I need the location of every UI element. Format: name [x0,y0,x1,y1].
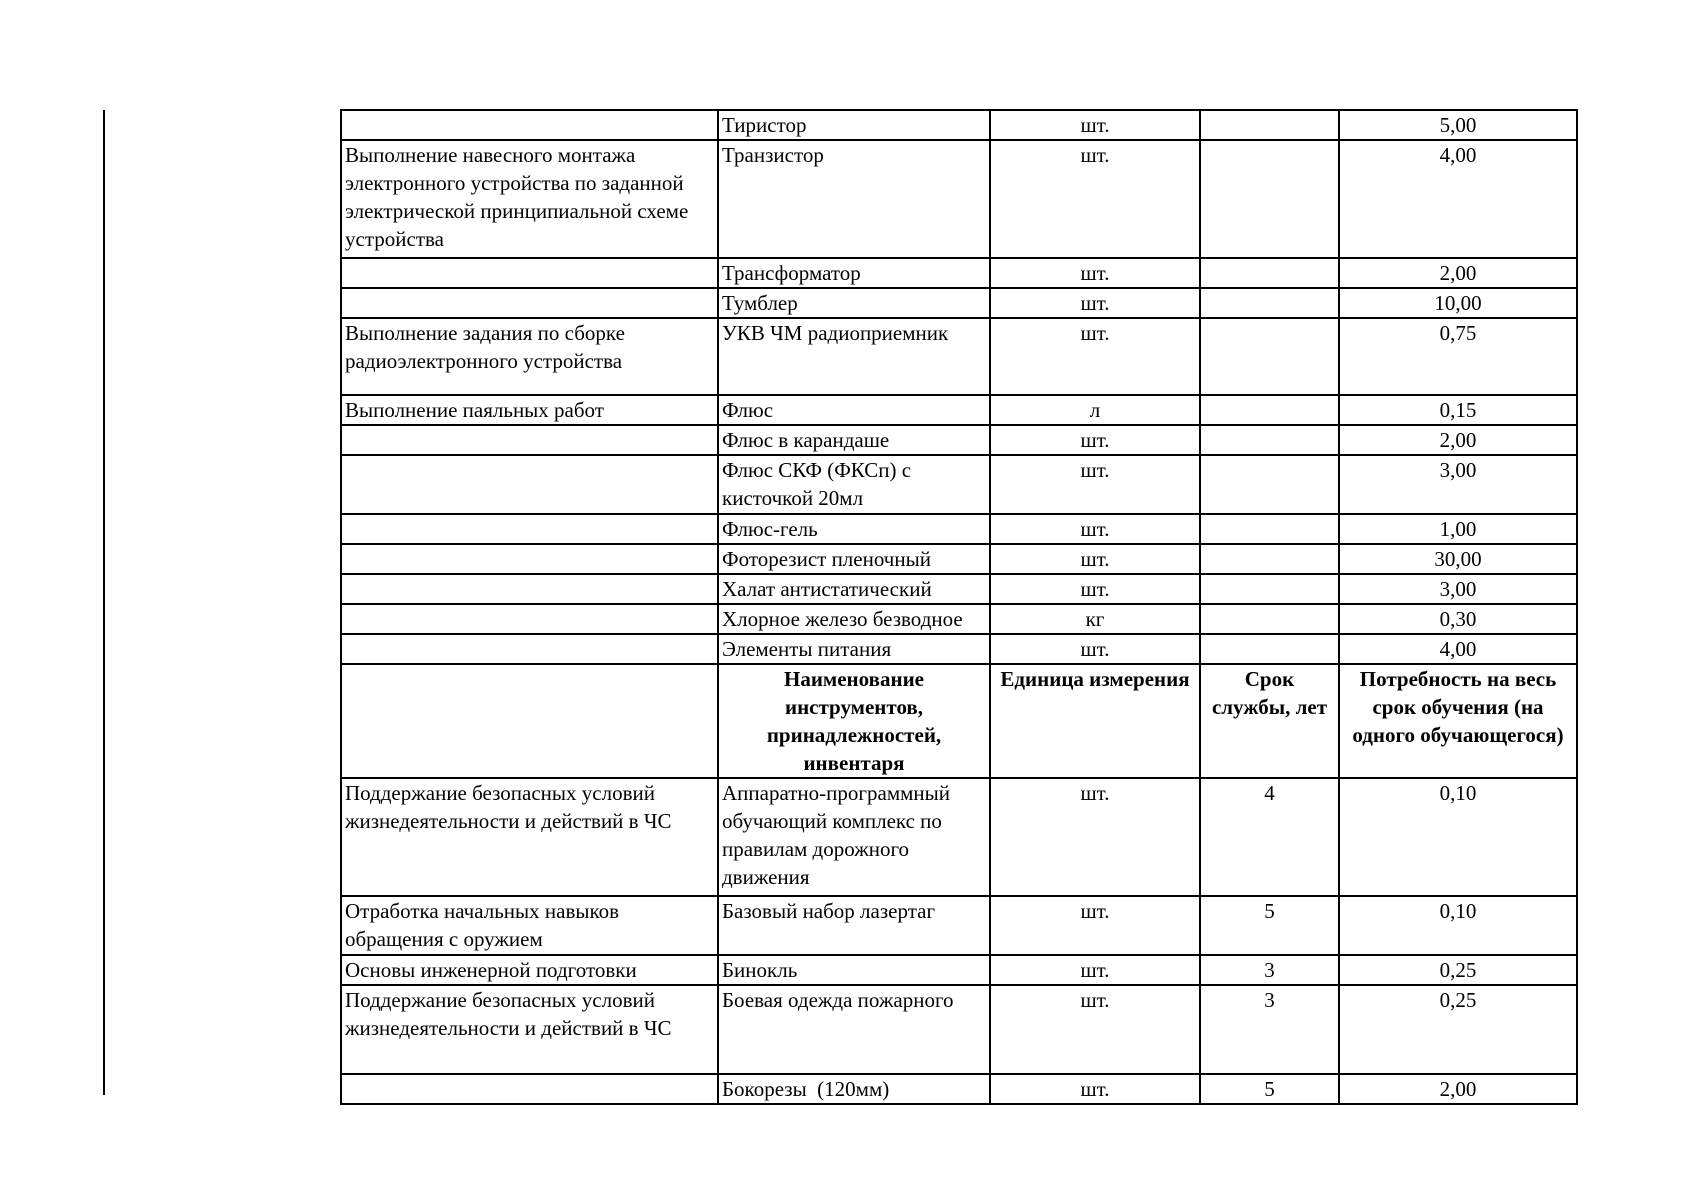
unit-cell: шт. [990,634,1200,664]
item-cell: Флюс СКФ (ФКСп) с кисточкой 20мл [718,455,990,514]
unit-cell: шт. [990,955,1200,985]
table-header-row [341,664,1577,778]
item-cell: Транзистор [718,140,990,258]
activity-cell [341,604,718,634]
activity-cell [341,544,718,574]
qty-cell: 30,00 [1339,544,1577,574]
item-cell: Хлорное железо безводное [718,604,990,634]
item-cell: Боевая одежда пожарного [718,985,990,1074]
life-cell [1200,258,1339,288]
item-cell: Тумблер [718,288,990,318]
table-row [341,425,1577,455]
item-cell: Бокорезы (120мм) [718,1074,990,1104]
table-row [341,514,1577,544]
activity-cell [341,634,718,664]
item-cell: Халат антистатический [718,574,990,604]
table-row [341,318,1577,395]
unit-cell: кг [990,604,1200,634]
table-row [341,140,1577,258]
qty-cell: 1,00 [1339,514,1577,544]
table-row [341,604,1577,634]
unit-cell: шт. [990,110,1200,140]
item-cell: УКВ ЧМ радиоприемник [718,318,990,395]
item-cell: Аппаратно-программный обучающий комплекс по правилам дорожного движения [718,778,990,896]
unit-cell: шт. [990,985,1200,1074]
item-cell: Флюс [718,395,990,425]
qty-cell: 10,00 [1339,288,1577,318]
life-cell [1200,425,1339,455]
table-row [341,1074,1577,1104]
life-cell [1200,604,1339,634]
activity-cell: Поддержание безопасных условий жизнедеятельности и действий в ЧС [341,778,718,896]
item-cell: Флюс-гель [718,514,990,544]
life-cell: 3 [1200,985,1339,1074]
life-cell [1200,395,1339,425]
qty-cell: 0,10 [1339,896,1577,955]
unit-header-cell: Единица измерения [990,664,1200,778]
activity-cell [341,110,718,140]
table-row [341,985,1577,1074]
unit-cell: шт. [990,258,1200,288]
table-row [341,455,1577,514]
item-cell: Флюс в карандаше [718,425,990,455]
unit-cell: шт. [990,425,1200,455]
item-cell: Элементы питания [718,634,990,664]
activity-cell [341,514,718,544]
table-row [341,896,1577,955]
qty-cell: 4,00 [1339,140,1577,258]
life-cell [1200,318,1339,395]
qty-cell: 4,00 [1339,634,1577,664]
item-cell: Базовый набор лазертаг [718,896,990,955]
life-cell [1200,288,1339,318]
activity-cell [341,455,718,514]
life-cell [1200,544,1339,574]
life-cell [1200,140,1339,258]
life-cell: 3 [1200,955,1339,985]
qty-cell: 0,30 [1339,604,1577,634]
qty-cell: 0,15 [1339,395,1577,425]
table-row [341,395,1577,425]
qty-cell: 2,00 [1339,425,1577,455]
life-cell [1200,574,1339,604]
unit-cell: л [990,395,1200,425]
life-cell [1200,514,1339,544]
table-row [341,574,1577,604]
qty-cell: 0,10 [1339,778,1577,896]
unit-cell: шт. [990,574,1200,604]
equipment-table [340,109,1578,1105]
activity-cell [341,425,718,455]
life-header-cell: Срок службы, лет [1200,664,1339,778]
item-cell: Бинокль [718,955,990,985]
qty-cell: 0,25 [1339,985,1577,1074]
activity-header-cell [341,664,718,778]
unit-cell: шт. [990,140,1200,258]
unit-cell: шт. [990,318,1200,395]
item-cell: Трансформатор [718,258,990,288]
qty-cell: 2,00 [1339,258,1577,288]
unit-cell: шт. [990,514,1200,544]
unit-cell: шт. [990,896,1200,955]
item-header-cell: Наименование инструментов, принадлежностей, инвентаря [718,664,990,778]
life-cell [1200,455,1339,514]
unit-cell: шт. [990,778,1200,896]
unit-cell: шт. [990,288,1200,318]
activity-cell: Выполнение навесного монтажа электронного устройства по заданной электрической принципиальной схеме устройства [341,140,718,258]
table-row [341,778,1577,896]
item-cell: Тиристор [718,110,990,140]
activity-cell [341,574,718,604]
item-cell: Фоторезист пленочный [718,544,990,574]
life-cell: 4 [1200,778,1339,896]
table-row [341,955,1577,985]
table-row [341,258,1577,288]
activity-cell: Выполнение паяльных работ [341,395,718,425]
table-row [341,544,1577,574]
activity-cell [341,1074,718,1104]
activity-cell: Отработка начальных навыков обращения с оружием [341,896,718,955]
qty-cell: 5,00 [1339,110,1577,140]
life-cell [1200,110,1339,140]
qty-cell: 0,25 [1339,955,1577,985]
activity-cell [341,288,718,318]
activity-cell: Поддержание безопасных условий жизнедеятельности и действий в ЧС [341,985,718,1074]
unit-cell: шт. [990,1074,1200,1104]
qty-cell: 3,00 [1339,455,1577,514]
qty-header-cell: Потребность на весь срок обучения (на одного обучающегося) [1339,664,1577,778]
qty-cell: 0,75 [1339,318,1577,395]
life-cell: 5 [1200,1074,1339,1104]
unit-cell: шт. [990,455,1200,514]
table-row [341,288,1577,318]
activity-cell: Основы инженерной подготовки [341,955,718,985]
activity-cell [341,258,718,288]
table-row [341,634,1577,664]
qty-cell: 2,00 [1339,1074,1577,1104]
activity-cell: Выполнение задания по сборке радиоэлектронного устройства [341,318,718,395]
left-margin-rule [103,110,105,1095]
qty-cell: 3,00 [1339,574,1577,604]
life-cell: 5 [1200,896,1339,955]
life-cell [1200,634,1339,664]
unit-cell: шт. [990,544,1200,574]
table-row [341,110,1577,140]
